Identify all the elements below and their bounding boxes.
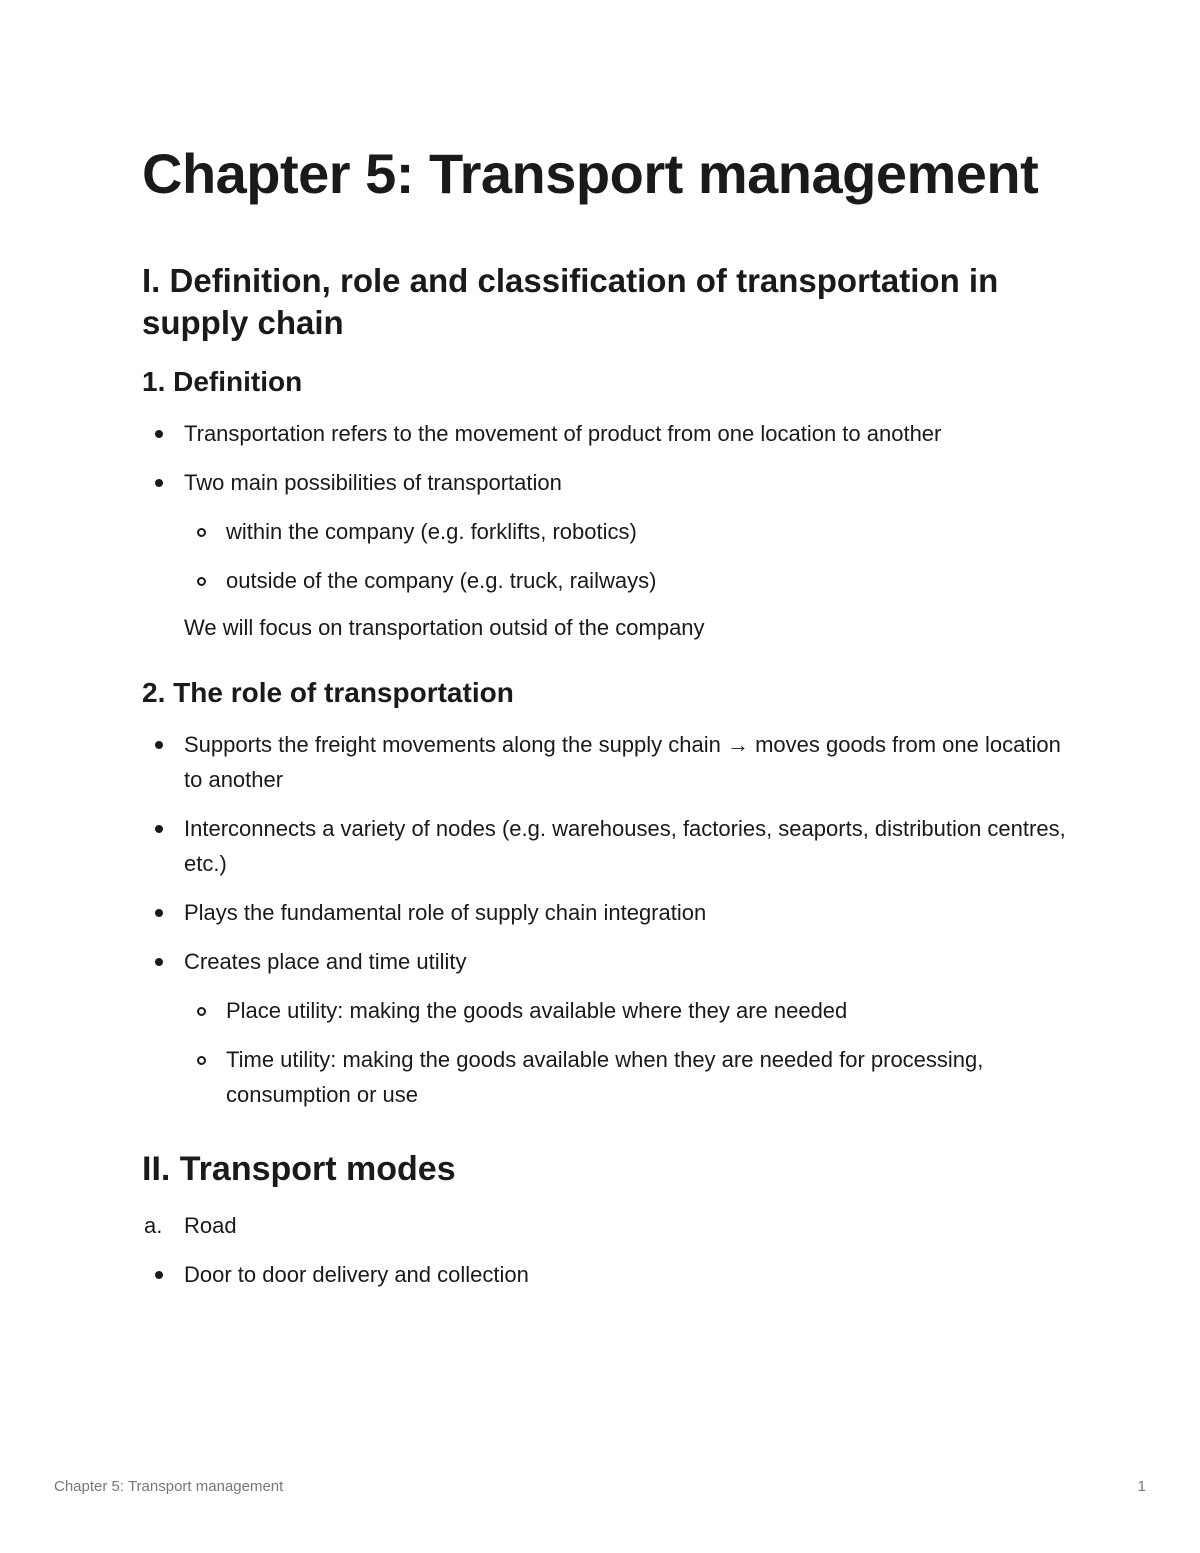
sub-list-item xyxy=(184,514,1072,549)
list-item xyxy=(142,416,1072,451)
bullet-icon xyxy=(155,430,163,438)
role-list xyxy=(142,727,1072,1112)
definition-list xyxy=(142,416,1072,645)
lettered-item-text: Road xyxy=(184,1213,237,1238)
list-item xyxy=(142,465,1072,645)
sub-list-item xyxy=(184,1042,1072,1112)
sub-list-item xyxy=(184,993,1072,1028)
bullet-icon xyxy=(155,479,163,487)
list-item-text: Time utility: making the goods available when they are needed for processing, consumption or use xyxy=(226,1047,984,1107)
road-list xyxy=(142,1257,1072,1292)
bullet-icon xyxy=(155,909,163,917)
list-item xyxy=(142,944,1072,1112)
list-item-text: Interconnects a variety of nodes (e.g. warehouses, factories, seaports, distribution centres, etc.) xyxy=(184,816,1066,876)
note-text: We will focus on transportation outsid of the company xyxy=(184,615,705,640)
bullet-icon xyxy=(155,741,163,749)
bullet-icon xyxy=(155,1271,163,1279)
page-footer xyxy=(54,1478,1146,1495)
list-item xyxy=(142,1257,1072,1292)
list-item xyxy=(142,811,1072,881)
sub-list-item xyxy=(184,563,1072,598)
bullet-icon xyxy=(155,825,163,833)
lettered-item-marker: a. xyxy=(144,1213,163,1238)
list-item xyxy=(142,895,1072,930)
footer-title: Chapter 5: Transport management xyxy=(54,1478,284,1495)
section-1-heading: I. Definition, role and classification of transportation in supply chain xyxy=(142,262,999,341)
bullet-icon xyxy=(155,958,163,966)
list-item-text: Plays the fundamental role of supply chain integration xyxy=(184,900,707,925)
sub-list xyxy=(184,514,1072,598)
list-item-text: Place utility: making the goods available where they are needed xyxy=(226,998,848,1023)
definition-heading: 1. Definition xyxy=(142,366,303,397)
hollow-bullet-icon xyxy=(197,577,206,586)
list-item-text: outside of the company (e.g. truck, railways) xyxy=(226,568,657,593)
list-item-text: Door to door delivery and collection xyxy=(184,1262,529,1287)
lettered-item xyxy=(142,1208,1072,1243)
list-item-text: Supports the freight movements along the supply chain → moves goods from one location to another xyxy=(184,732,1061,792)
page-number: 1 xyxy=(1137,1478,1146,1495)
role-heading: 2. The role of transportation xyxy=(142,677,514,708)
list-item-text: Two main possibilities of transportation xyxy=(184,470,562,495)
hollow-bullet-icon xyxy=(197,528,206,537)
section-2-heading: II. Transport modes xyxy=(142,1150,456,1188)
page-title: Chapter 5: Transport management xyxy=(142,142,1039,205)
list-item-text: within the company (e.g. forklifts, robotics) xyxy=(226,519,637,544)
list-item-text: Transportation refers to the movement of product from one location to another xyxy=(184,421,942,446)
hollow-bullet-icon xyxy=(197,1007,206,1016)
sub-list xyxy=(184,993,1072,1112)
list-item xyxy=(142,727,1072,797)
list-item-text: Creates place and time utility xyxy=(184,949,467,974)
hollow-bullet-icon xyxy=(197,1056,206,1065)
document-page xyxy=(142,140,1072,1306)
